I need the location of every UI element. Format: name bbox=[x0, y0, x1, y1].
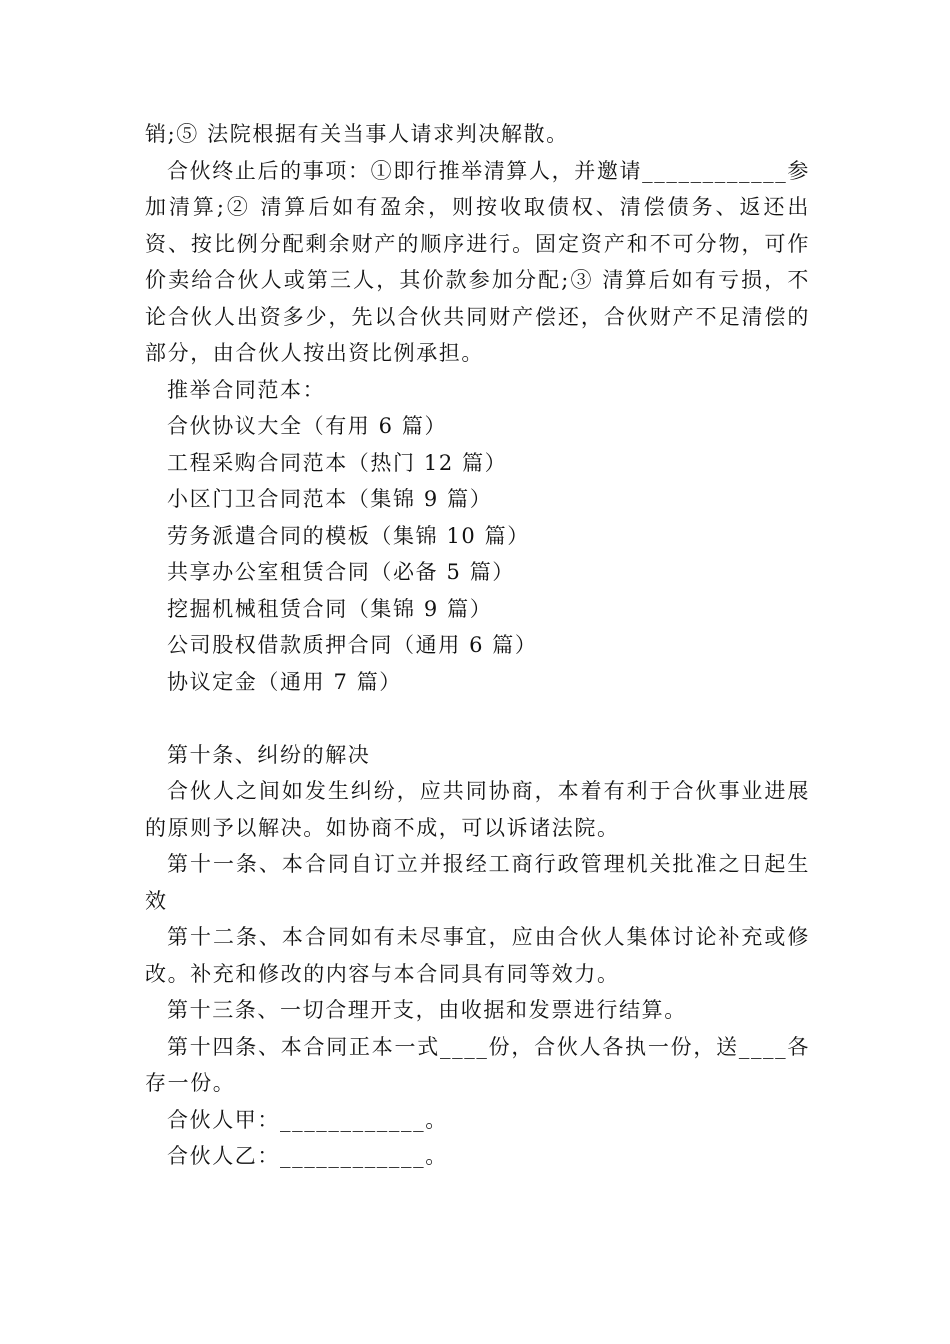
recommend-title: 推举合同范本： bbox=[167, 377, 326, 402]
article-13: 第十三条、一切合理开支，由收据和发票进行结算。 bbox=[167, 998, 687, 1022]
article-12: 第十二条、本合同如有未尽事宜，应由合伙人集体讨论补充或修改。补充和修改的内容与本合同具有同等效力。 bbox=[145, 925, 810, 986]
recommend-link-6[interactable]: 公司股权借款质押合同（通用 6 篇） bbox=[167, 633, 538, 657]
article-10-body: 合伙人之间如发生纠纷，应共同协商，本着有利于合伙事业进展的原则予以解决。如协商不成，可以诉诸法院。 bbox=[145, 779, 810, 840]
article-11: 第十一条、本合同自订立并报经工商行政管理机关批准之日起生效 bbox=[145, 852, 810, 913]
recommend-link-1[interactable]: 工程采购合同范本（热门 12 篇） bbox=[167, 450, 508, 475]
paragraph-dissolution-end: 销;⑤ 法院根据有关当事人请求判决解散。 bbox=[145, 122, 569, 146]
recommend-link-5[interactable]: 挖掘机械租赁合同（集锦 9 篇） bbox=[167, 596, 493, 621]
recommend-link-4[interactable]: 共享办公室租赁合同（必备 5 篇） bbox=[167, 560, 515, 584]
partner-b-signature: 合伙人乙：____________。 bbox=[167, 1144, 448, 1168]
partner-a-signature: 合伙人甲：____________。 bbox=[167, 1107, 448, 1132]
paragraph-termination-matters: 合伙终止后的事项：①即行推举清算人，并邀请____________参加清算;② 清算后如有盈余，则按收取债权、清偿债务、返还出资、按比例分配剩余财产的顺序进行。固定资产和不可分物，可作价卖给合伙人或第三人，其价款参加分配;③ 清算后如有亏损，不论合伙人出资多少，先以合伙共同财产偿还，合伙财产不足清偿的部分，由合伙人按出资比例承担。 bbox=[145, 158, 810, 365]
blank-line bbox=[145, 700, 810, 737]
article-10-title: 第十条、纠纷的解决 bbox=[167, 742, 371, 767]
document-body bbox=[145, 116, 810, 1175]
recommend-link-2[interactable]: 小区门卫合同范本（集锦 9 篇） bbox=[167, 487, 493, 511]
recommend-link-0[interactable]: 合伙协议大全（有用 6 篇） bbox=[167, 414, 448, 438]
article-14: 第十四条、本合同正本一式____份，合伙人各执一份，送____各存一份。 bbox=[145, 1034, 810, 1095]
recommend-link-3[interactable]: 劳务派遣合同的模板（集锦 10 篇） bbox=[167, 523, 530, 548]
recommend-link-7[interactable]: 协议定金（通用 7 篇） bbox=[167, 669, 402, 694]
